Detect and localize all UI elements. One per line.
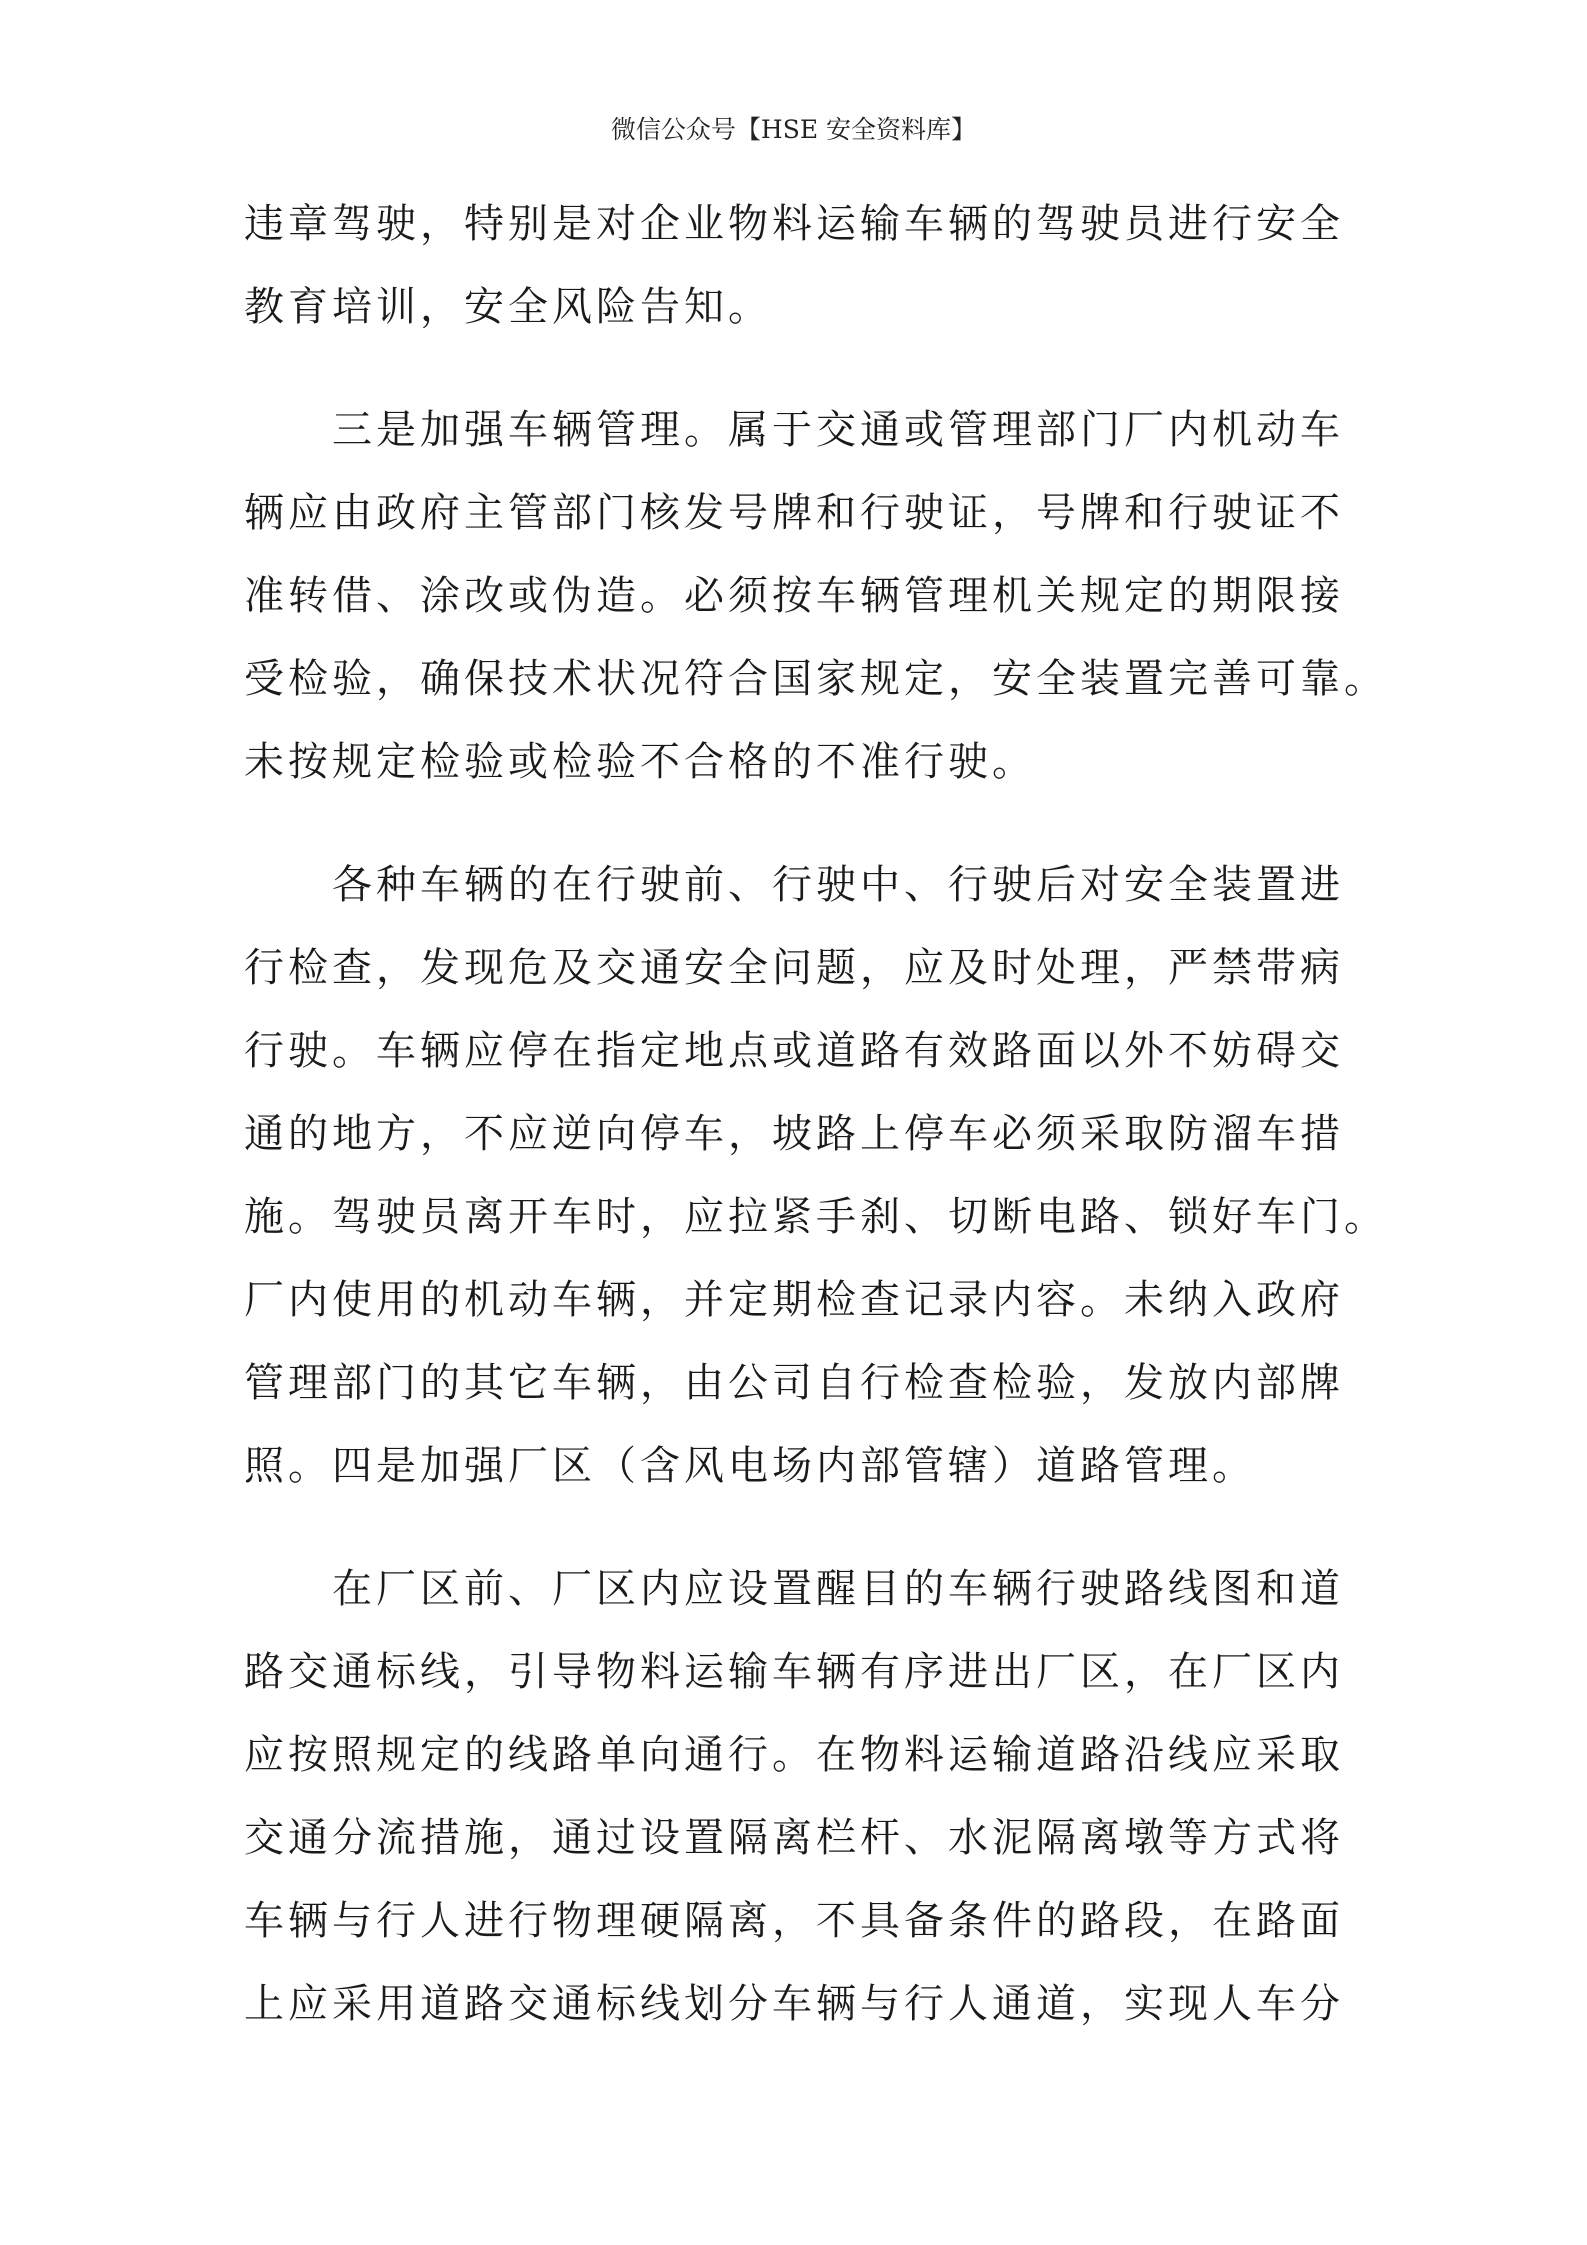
- text-line: 教育培训，安全风险告知。: [244, 284, 772, 330]
- page-header: 微信公众号【HSE 安全资料库】: [610, 115, 977, 144]
- text-line: 通的地方，不应逆向停车，坡路上停车必须采取防溜车措: [244, 1111, 1344, 1157]
- paragraph-3: [244, 844, 1388, 1508]
- text-line: 施。驾驶员离开车时，应拉紧手刹、切断电路、锁好车门。: [244, 1194, 1388, 1240]
- text-line: 车辆与行人进行物理硬隔离，不具备条件的路段，在路面: [244, 1898, 1344, 1944]
- paragraph-1: [244, 183, 1344, 349]
- text-line: 准转借、涂改或伪造。必须按车辆管理机关规定的期限接: [244, 573, 1344, 619]
- text-line: 照。四是加强厂区（含风电场内部管辖）道路管理。: [244, 1443, 1256, 1489]
- text-line: 行检查，发现危及交通安全问题，应及时处理，严禁带病: [244, 945, 1344, 991]
- text-line: 行驶。车辆应停在指定地点或道路有效路面以外不妨碍交: [244, 1028, 1344, 1074]
- document-body: [244, 183, 1388, 2086]
- text-line: 辆应由政府主管部门核发号牌和行驶证，号牌和行驶证不: [244, 490, 1344, 536]
- text-line: 各种车辆的在行驶前、行驶中、行驶后对安全装置进: [332, 862, 1344, 908]
- text-line: 三是加强车辆管理。属于交通或管理部门厂内机动车: [332, 407, 1344, 453]
- text-line: 受检验，确保技术状况符合国家规定，安全装置完善可靠。: [244, 656, 1388, 702]
- text-line: 交通分流措施，通过设置隔离栏杆、水泥隔离墩等方式将: [244, 1815, 1344, 1861]
- text-line: 在厂区前、厂区内应设置醒目的车辆行驶路线图和道: [332, 1566, 1344, 1612]
- paragraph-2: [244, 389, 1388, 804]
- text-line: 厂内使用的机动车辆，并定期检查记录内容。未纳入政府: [244, 1277, 1344, 1323]
- paragraph-4: [244, 1548, 1344, 2046]
- text-line: 未按规定检验或检验不合格的不准行驶。: [244, 739, 1036, 785]
- text-line: 应按照规定的线路单向通行。在物料运输道路沿线应采取: [244, 1732, 1344, 1778]
- text-line: 上应采用道路交通标线划分车辆与行人通道，实现人车分: [244, 1981, 1344, 2027]
- text-line: 路交通标线，引导物料运输车辆有序进出厂区，在厂区内: [244, 1649, 1344, 1695]
- text-line: 违章驾驶，特别是对企业物料运输车辆的驾驶员进行安全: [244, 201, 1344, 247]
- text-line: 管理部门的其它车辆，由公司自行检查检验，发放内部牌: [244, 1360, 1344, 1406]
